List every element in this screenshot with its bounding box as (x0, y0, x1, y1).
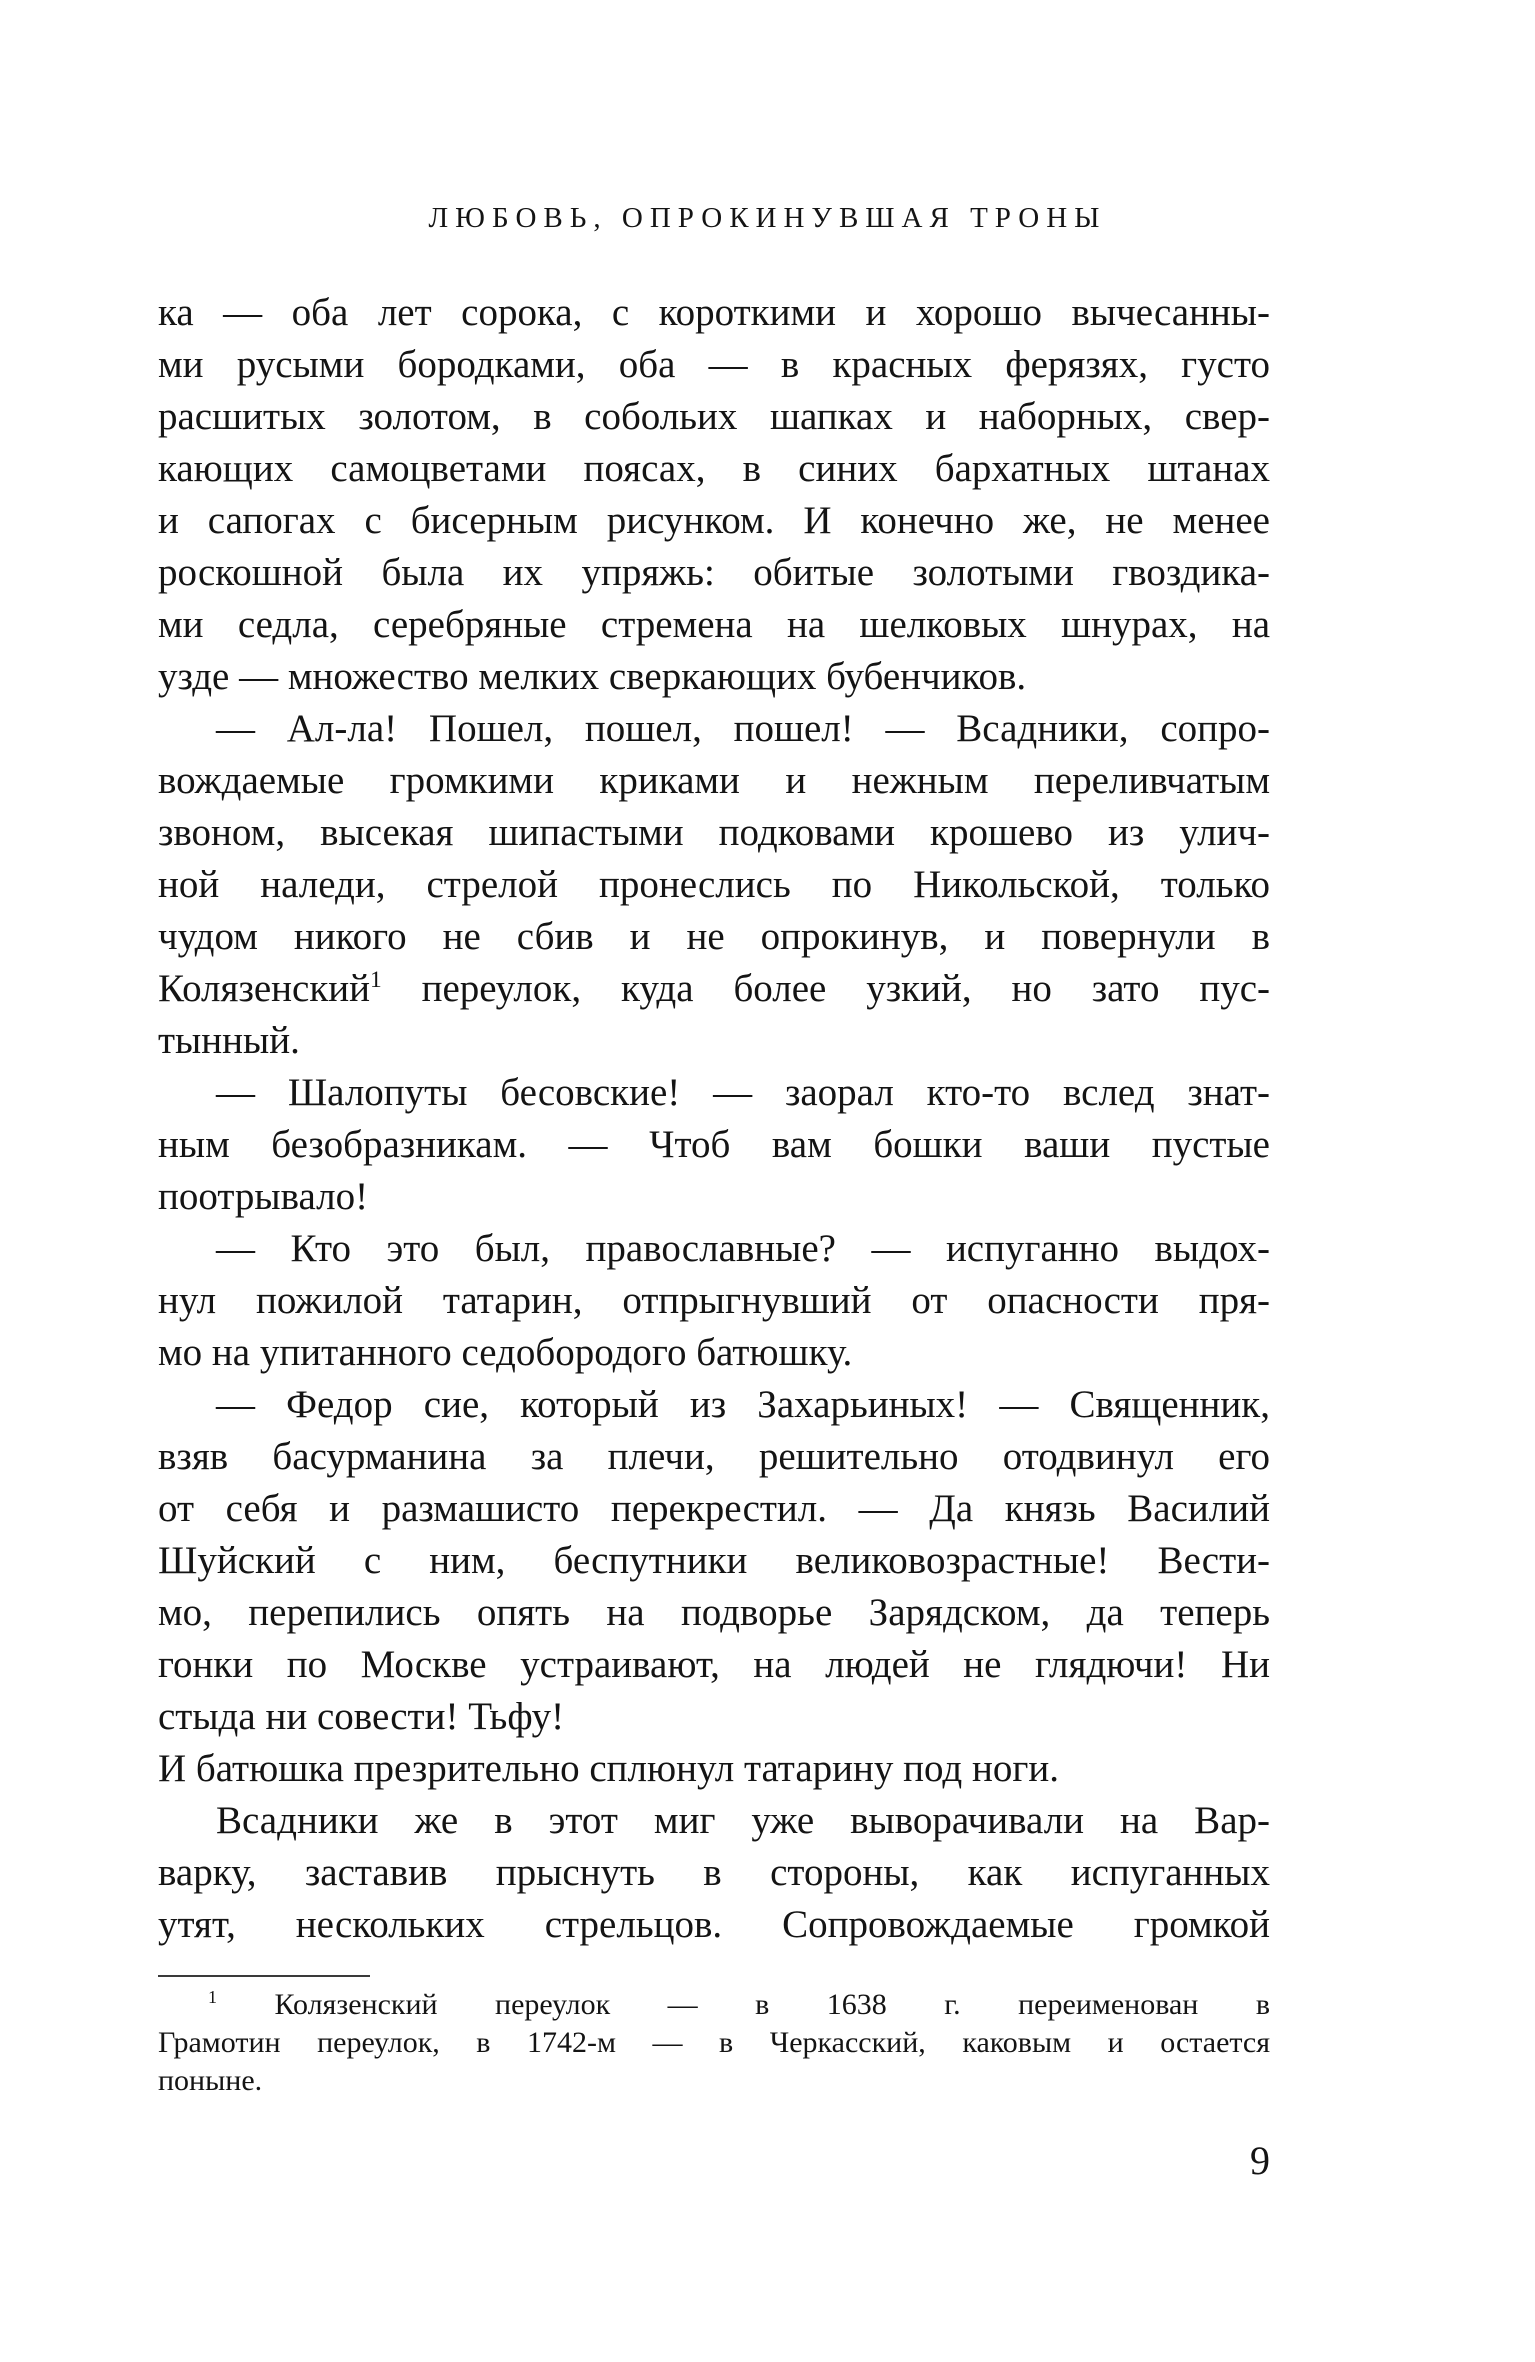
text-line: — Ал-ла! Пошел, пошел, пошел! — Всадники, сопро- (216, 707, 1270, 750)
footnote-line (158, 1986, 1270, 2024)
text-line: кающих самоцветами поясах, в синих бархатных штанах (158, 447, 1270, 490)
text-line: тынный. (158, 1019, 300, 1062)
footnote-line: Грамотин переулок, в 1742-м — в Черкасский, каковым и остается (158, 2026, 1270, 2059)
text-line: вождаемые громкими криками и нежным переливчатым (158, 759, 1270, 802)
text-line: мо, перепились опять на подворье Зарядском, да теперь (158, 1591, 1270, 1634)
text-line: звоном, высекая шипастыми подковами крошево из улич- (158, 811, 1270, 854)
text-line: ка — оба лет сорока, с короткими и хорошо вычесанны- (158, 291, 1270, 334)
running-head: ЛЮБОВЬ, ОПРОКИНУВШАЯ ТРОНЫ (428, 202, 1107, 234)
text-line: — Федор сие, который из Захарьиных! — Священник, (216, 1383, 1270, 1426)
footnote-line: поныне. (158, 2064, 263, 2097)
text-line: — Кто это был, православные? — испуганно выдох- (216, 1227, 1270, 1270)
text-line: ной наледи, стрелой пронеслись по Никольской, только (158, 863, 1270, 906)
text-line: стыда ни совести! Тьфу! (158, 1695, 565, 1738)
text-line: Всадники же в этот миг уже выворачивали на Вар- (216, 1799, 1270, 1842)
text-line: варку, заставив прыснуть в стороны, как испуганных (158, 1851, 1270, 1894)
text-line: гонки по Москве устраивают, на людей не глядючи! Ни (158, 1643, 1270, 1686)
text-line: роскошной была их упряжь: обитые золотыми гвоздика- (158, 551, 1270, 594)
text-line: поотрывало! (158, 1175, 369, 1218)
text-line: и сапогах с бисерным рисунком. И конечно же, не менее (158, 499, 1270, 542)
paragraph (158, 287, 1270, 703)
paragraph (158, 1743, 1270, 1795)
text-line: утят, нескольких стрельцов. Сопровождаемые громкой (158, 1903, 1270, 1946)
footnote (158, 1986, 1270, 2100)
footnote-marker[interactable]: 1 (370, 967, 382, 993)
text-line: Шуйский с ним, беспутники великовозрастные! Вести- (158, 1539, 1270, 1582)
footnote-number: 1 (208, 1987, 217, 2007)
paragraph (158, 703, 1270, 1067)
text-line: от себя и размашисто перекрестил. — Да князь Василий (158, 1487, 1270, 1530)
text-line: узде — множество мелких сверкающих бубенчиков. (158, 655, 1027, 698)
text-line: — Шалопуты бесовские! — заорал кто-то вслед знат- (216, 1071, 1270, 1114)
paragraph (158, 1379, 1270, 1743)
text-line: И батюшка презрительно сплюнул татарину под ноги. (158, 1747, 1059, 1790)
page-number: 9 (1250, 2138, 1270, 2183)
text-line: нул пожилой татарин, отпрыгнувший от опасности пря- (158, 1279, 1270, 1322)
text-line: мо на упитанного седобородого батюшку. (158, 1331, 853, 1374)
text-line: расшитых золотом, в собольих шапках и наборных, свер- (158, 395, 1270, 438)
text-line: чудом никого не сбив и не опрокинув, и повернули в (158, 915, 1270, 958)
paragraph (158, 1223, 1270, 1379)
text-line: ми русыми бородками, оба — в красных ферязях, густо (158, 343, 1270, 386)
footnote-line-text: Колязенский переулок — в 1638 г. переименован в (217, 1988, 1270, 2021)
body-text (158, 287, 1270, 1951)
text-line: ми седла, серебряные стремена на шелковых шнурах, на (158, 603, 1270, 646)
paragraph (158, 1795, 1270, 1951)
text-line: ным безобразникам. — Чтоб вам бошки ваши пустые (158, 1123, 1270, 1166)
paragraph (158, 1067, 1270, 1223)
footnote-separator (158, 1975, 370, 1977)
text-line: Колязенский$^1$ переулок, куда более узкий, но зато пус- (158, 967, 1270, 1010)
text-line: взяв басурманина за плечи, решительно отодвинул его (158, 1435, 1270, 1478)
